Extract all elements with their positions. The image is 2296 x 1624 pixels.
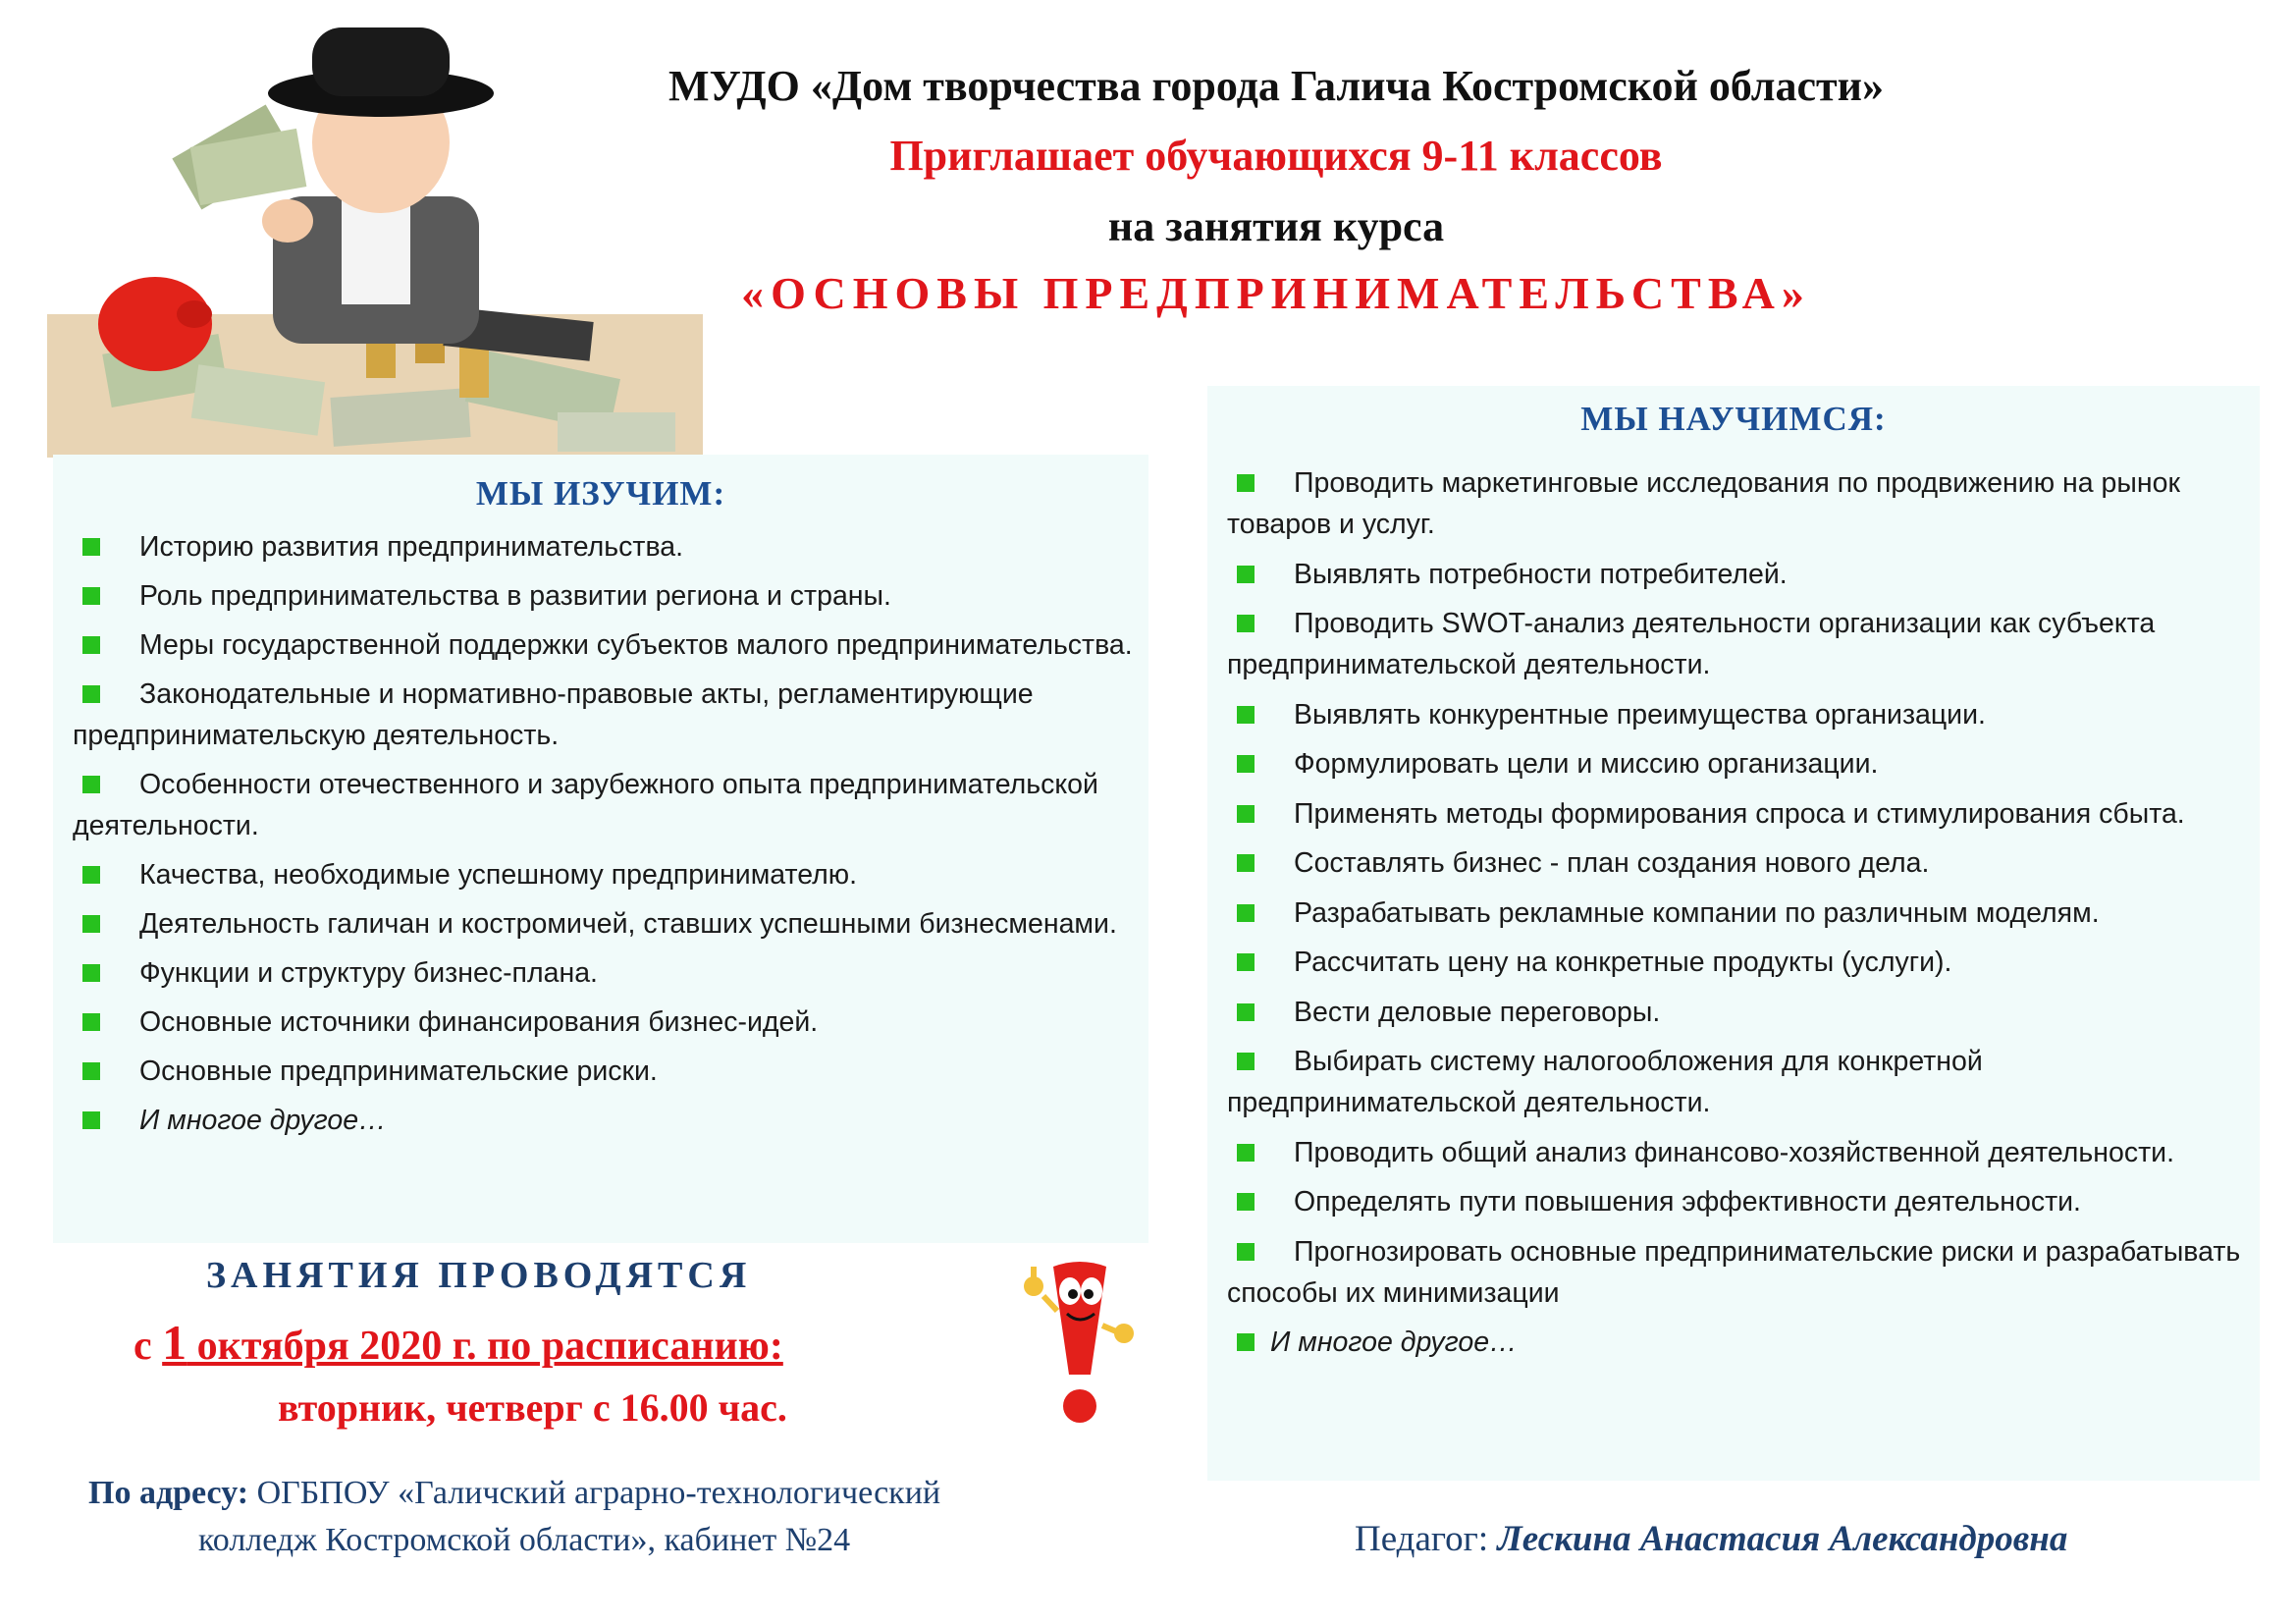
green-square-bullet-icon <box>82 685 100 703</box>
teacher-name: Лескина Анастасия Александровна <box>1497 1519 2068 1559</box>
list-item: Проводить общий анализ финансово-хозяйственной деятельности. <box>1227 1132 2253 1173</box>
address-label: По адресу: <box>88 1475 249 1511</box>
green-square-bullet-icon <box>1237 904 1255 922</box>
learn-list <box>1227 462 2253 1372</box>
green-square-bullet-icon <box>1237 1333 1255 1351</box>
list-item: Применять методы формирования спроса и стимулирования сбыта. <box>1227 793 2253 835</box>
green-square-bullet-icon <box>82 915 100 933</box>
list-item: Разрабатывать рекламные компании по различным моделям. <box>1227 893 2253 934</box>
list-item: Определять пути повышения эффективности деятельности. <box>1227 1181 2253 1222</box>
teacher-line <box>1355 1518 2067 1560</box>
green-square-bullet-icon <box>82 636 100 654</box>
list-item: Выявлять конкурентные преимущества организации. <box>1227 694 2253 735</box>
learn-panel <box>1207 386 2260 1481</box>
green-square-bullet-icon <box>1237 1003 1255 1021</box>
list-item: И многое другое… <box>1227 1322 2253 1363</box>
green-square-bullet-icon <box>1237 706 1255 724</box>
green-square-bullet-icon <box>82 964 100 982</box>
course-title: «ОСНОВЫ ПРЕДПРИНИМАТЕЛЬСТВА» <box>741 268 1811 318</box>
green-square-bullet-icon <box>1237 953 1255 971</box>
list-item: Качества, необходимые успешному предпринимателю. <box>73 854 1143 895</box>
schedule-heading: ЗАНЯТИЯ ПРОВОДЯТСЯ <box>206 1255 752 1296</box>
list-item: Деятельность галичан и костромичей, ставших успешными бизнесменами. <box>73 903 1143 945</box>
list-item: Выявлять потребности потребителей. <box>1227 554 2253 595</box>
organization-title: МУДО «Дом творчества города Галича Костромской области» <box>668 62 1884 110</box>
list-item: Основные источники финансирования бизнес-идей. <box>73 1001 1143 1043</box>
schedule-days: вторник, четверг с 16.00 час. <box>278 1385 787 1430</box>
address-block <box>88 1470 1109 1564</box>
address-line-1: ОГБПОУ «Галичский аграрно-технологический <box>248 1475 941 1511</box>
list-item: Историю развития предпринимательства. <box>73 526 1143 568</box>
list-item: Меры государственной поддержки субъектов малого предпринимательства. <box>73 624 1143 666</box>
green-square-bullet-icon <box>1237 615 1255 632</box>
list-item: Проводить SWOT-анализ деятельности организации как субъекта предпринимательской деятельности. <box>1227 608 2156 680</box>
list-item: Рассчитать цену на конкретные продукты (услуги). <box>1227 942 2253 983</box>
green-square-bullet-icon <box>1237 566 1255 583</box>
green-square-bullet-icon <box>82 587 100 605</box>
green-square-bullet-icon <box>1237 1144 1255 1162</box>
list-item: Выбирать систему налогообложения для конкретной предпринимательской деятельности. <box>1227 1046 1983 1118</box>
green-square-bullet-icon <box>82 866 100 884</box>
list-item: Формулировать цели и миссию организации. <box>1227 743 2253 785</box>
invitation-line: Приглашает обучающихся 9-11 классов <box>889 132 1663 180</box>
study-panel <box>53 455 1148 1243</box>
green-square-bullet-icon <box>1237 755 1255 773</box>
green-square-bullet-icon <box>82 538 100 556</box>
schedule-date: с 1 октября 2020 г. по расписанию: <box>133 1315 783 1370</box>
green-square-bullet-icon <box>82 1111 100 1129</box>
list-item: Составлять бизнес - план создания нового дела. <box>1227 842 2253 884</box>
list-item: Роль предпринимательства в развитии региона и страны. <box>73 575 1143 617</box>
green-square-bullet-icon <box>1237 805 1255 823</box>
list-item: Проводить маркетинговые исследования по продвижению на рынок товаров и услуг. <box>1227 467 2180 540</box>
green-square-bullet-icon <box>1237 1053 1255 1070</box>
list-item: Основные предпринимательские риски. <box>73 1051 1143 1092</box>
course-intro-line: на занятия курса <box>1107 202 1445 250</box>
green-square-bullet-icon <box>1237 1243 1255 1261</box>
study-title: МЫ ИЗУЧИМ: <box>475 474 726 513</box>
green-square-bullet-icon <box>82 1013 100 1031</box>
green-square-bullet-icon <box>1237 1193 1255 1211</box>
study-list <box>73 526 1143 1149</box>
boy-with-money-image <box>47 20 703 458</box>
green-square-bullet-icon <box>1237 474 1255 492</box>
address-line-2: колледж Костромской области», кабинет №24 <box>198 1522 851 1558</box>
list-item: И многое другое… <box>73 1100 1143 1141</box>
list-item: Особенности отечественного и зарубежного опыта предпринимательской деятельности. <box>73 769 1098 841</box>
green-square-bullet-icon <box>82 1062 100 1080</box>
green-square-bullet-icon <box>1237 854 1255 872</box>
list-item: Законодательные и нормативно-правовые акты, регламентирующие предпринимательскую деятельность. <box>73 678 1034 751</box>
green-square-bullet-icon <box>82 776 100 793</box>
list-item: Вести деловые переговоры. <box>1227 992 2253 1033</box>
exclamation-mascot-icon <box>1016 1257 1144 1434</box>
list-item: Функции и структуру бизнес-плана. <box>73 952 1143 994</box>
learn-title: МЫ НАУЧИМСЯ: <box>1580 400 1887 438</box>
teacher-label: Педагог: <box>1355 1519 1498 1559</box>
list-item: Прогнозировать основные предпринимательские риски и разрабатывать способы их минимизации <box>1227 1235 2241 1309</box>
